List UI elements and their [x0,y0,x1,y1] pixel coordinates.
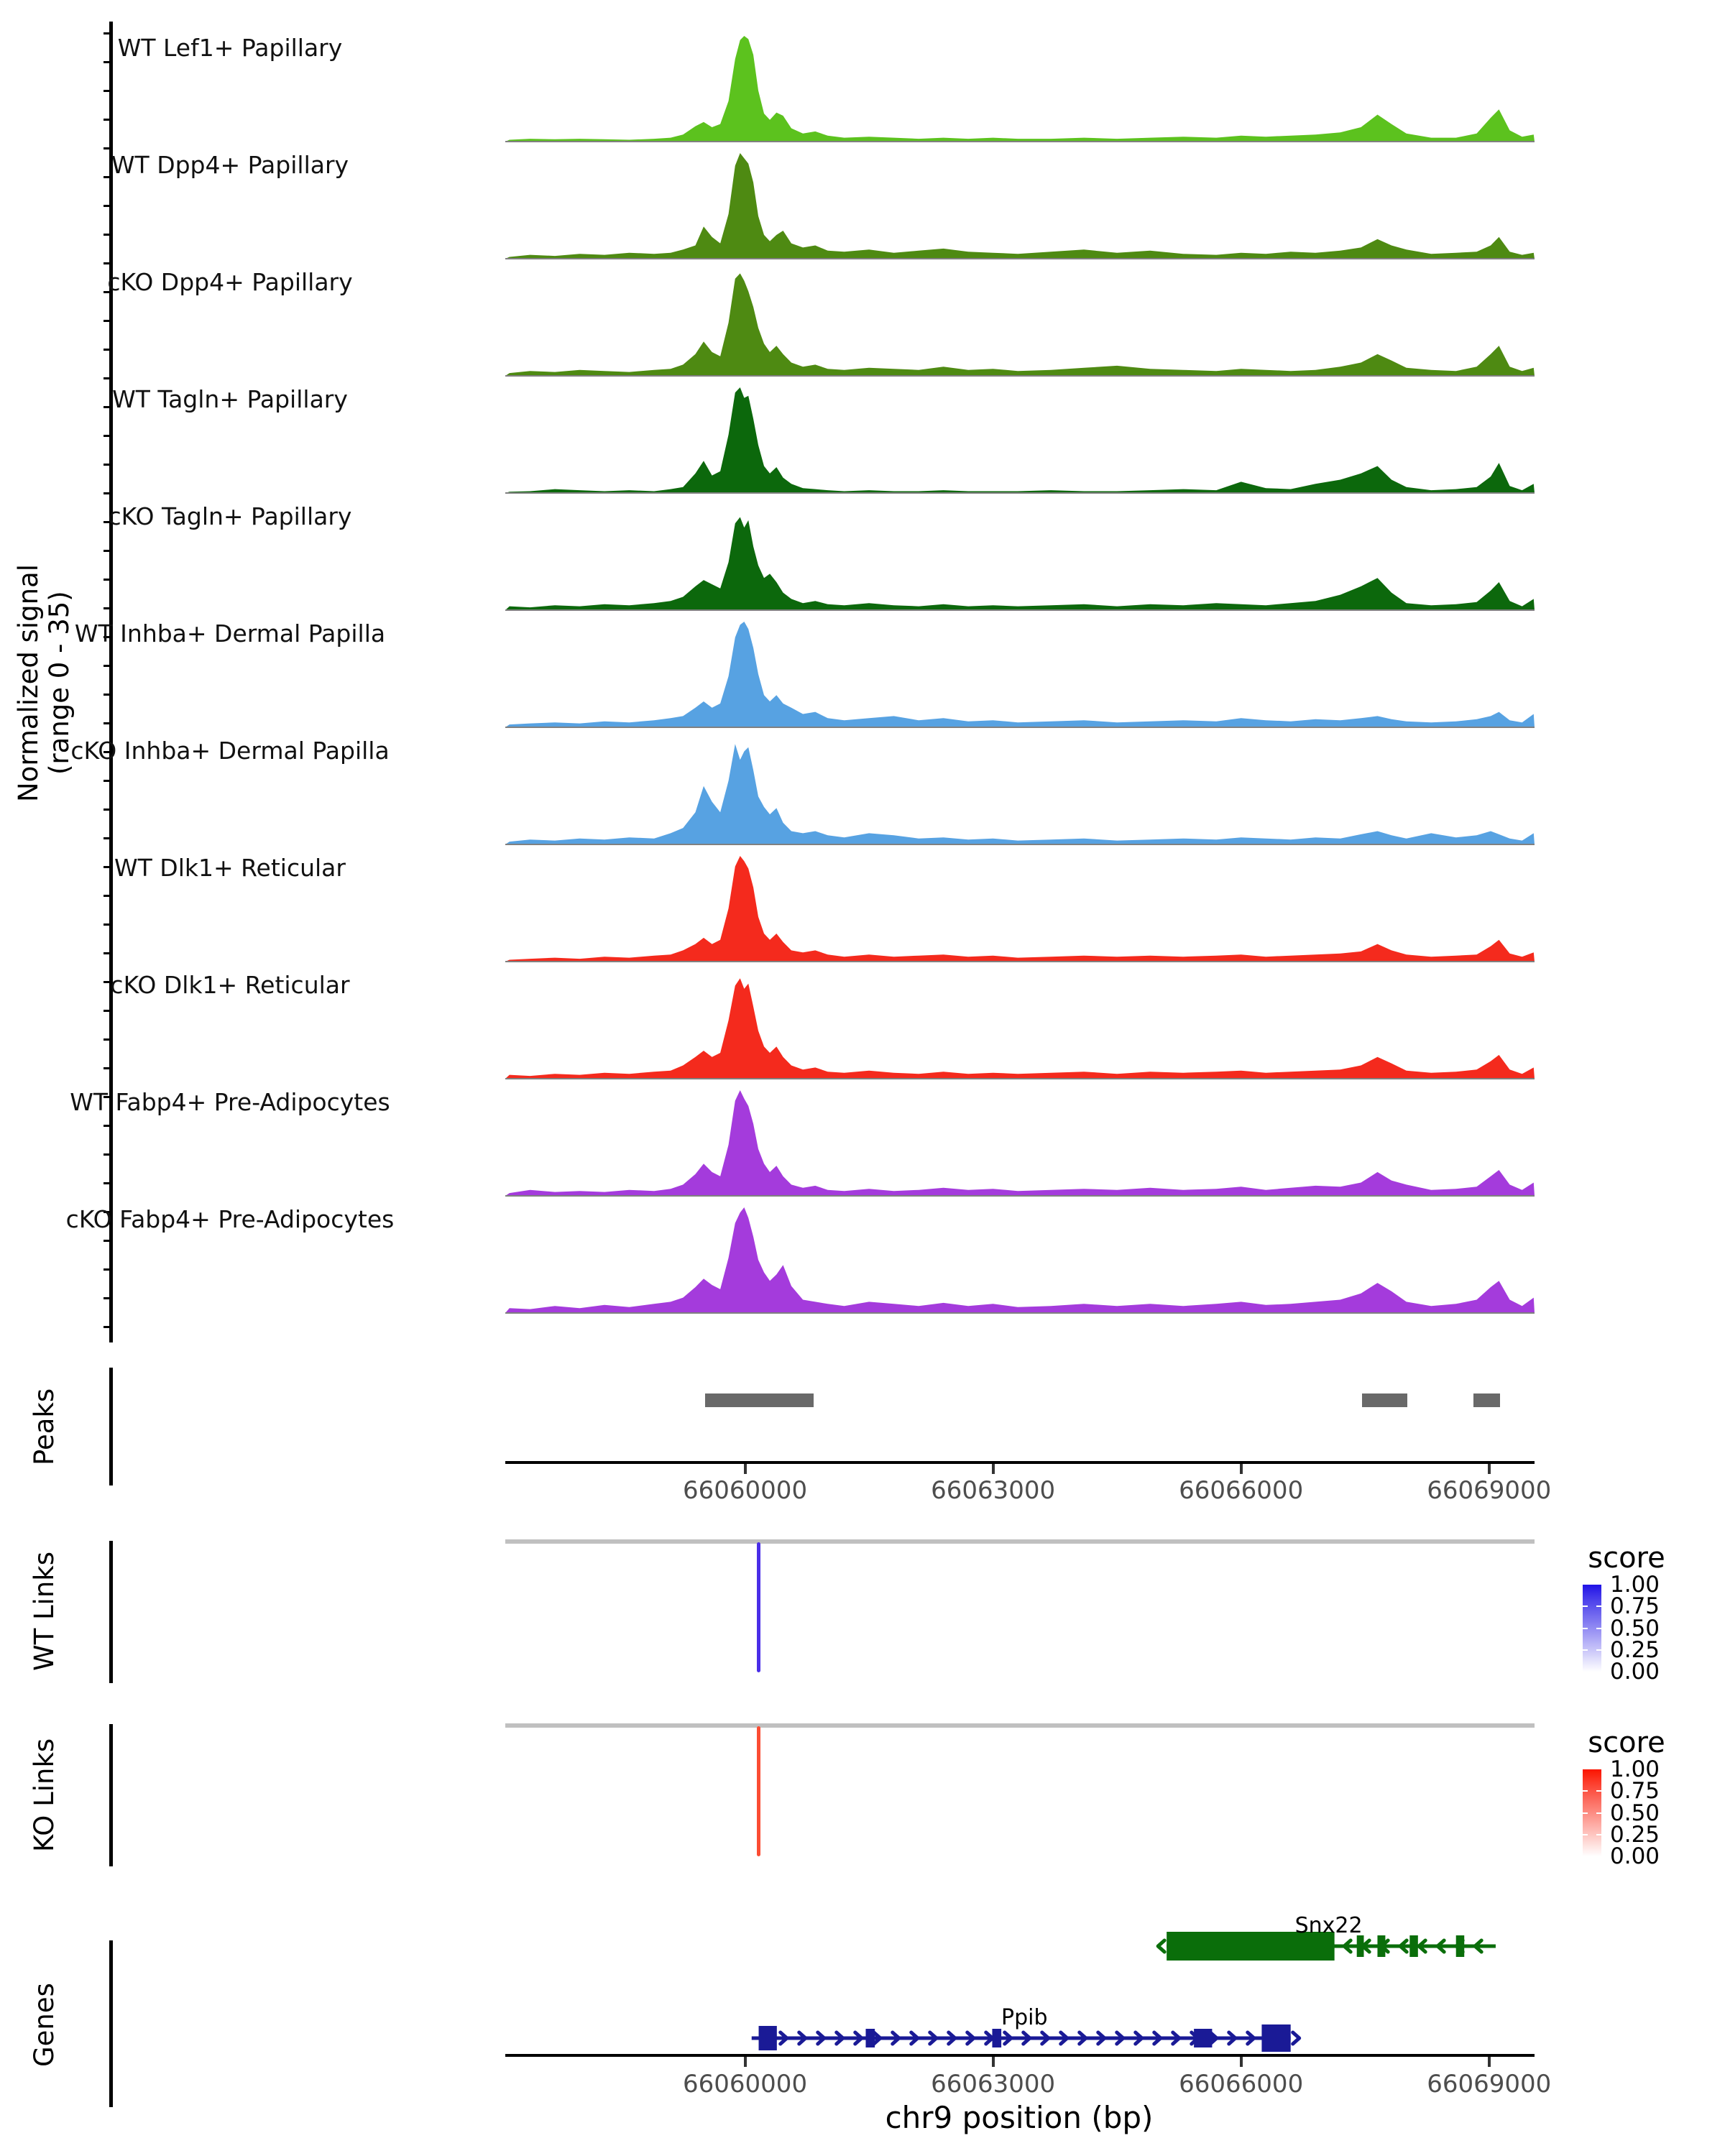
signal-area [505,273,1535,376]
gene-exon-box [1456,1935,1465,1957]
signal-track-row [70,1088,1534,1197]
track-signal-plot [505,34,1535,143]
y-axis-tick [104,550,110,552]
legend-value-label: 0.50 [1610,1615,1660,1641]
peaks-panel-title: Peaks [29,1388,60,1465]
genes-panel-title: Genes [29,1983,60,2067]
x-axis-top-line [505,1461,1535,1464]
gene-exon-box [1357,1935,1364,1957]
y-axis-tick [104,377,110,379]
wt-links-panel-title: WT Links [29,1552,60,1672]
track-signal-plot [505,385,1535,494]
track-label: cKO Dlk1+ Reticular [110,971,350,999]
y-axis-tick [104,1067,110,1069]
signal-track-row [112,385,1534,494]
y-axis-tick [104,895,110,897]
y-axis-tick [104,1038,110,1041]
y-axis-tick [104,119,110,121]
signal-area [505,856,1535,962]
track-signal-plot [505,1088,1535,1197]
legend-tick [1596,1606,1601,1607]
signal-track-row [117,34,1534,143]
y-axis-tick [104,147,110,149]
wt-link [757,1542,760,1672]
legend-tick [1583,1790,1588,1792]
gene-exon-box [1261,2024,1290,2052]
legend-value-label: 0.25 [1610,1636,1660,1663]
track-label: WT Dlk1+ Reticular [114,854,346,882]
legend-tick [1596,1649,1601,1651]
y-axis-tick [104,464,110,466]
legend-tick [1583,1812,1588,1814]
track-signal-plot [505,151,1535,260]
track-label: cKO Dpp4+ Papillary [107,268,353,296]
strand-arrow [1158,1940,1164,1952]
x-axis-tick-label: 66063000 [931,2070,1056,2099]
y-axis-tick [104,435,110,437]
legend-tick [1596,1790,1601,1792]
y-axis-tick [104,349,110,351]
legend-value-label: 0.50 [1610,1800,1660,1826]
legend-tick [1583,1834,1588,1835]
track-label: cKO Tagln+ Papillary [108,502,352,530]
legend-value-label: 1.00 [1610,1572,1660,1598]
ko-score-legend-title: score [1588,1726,1665,1759]
x-axis-tick-label: 66060000 [683,1476,808,1505]
legend-value-label: 1.00 [1610,1756,1660,1782]
signal-track-row [108,502,1534,612]
y-axis-tick [104,952,110,954]
track-label: WT Tagln+ Papillary [112,385,348,413]
wt-score-legend-gradient [1583,1585,1601,1672]
legend-tick [1596,1812,1601,1814]
ko-links-axis-bar [109,1724,113,1866]
legend-tick [1583,1628,1588,1629]
legend-value-label: 0.00 [1610,1843,1660,1869]
y-axis-tick [104,1326,110,1328]
signal-area [505,153,1535,259]
y-axis-tick [104,579,110,581]
gene-exon-box [992,2029,1001,2047]
y-axis-tick [104,780,110,782]
y-axis-tick [104,607,110,609]
x-axis-tick-label: 66060000 [683,2070,808,2099]
y-axis-title: Normalized signal (range 0 - 35) [13,563,75,802]
track-label: WT Lef1+ Papillary [117,34,343,62]
signal-track-row [107,268,1534,377]
peak-region [705,1393,814,1407]
x-axis-tick-label: 66069000 [1427,2070,1552,2099]
x-axis-tick-label: 66069000 [1427,1476,1552,1505]
y-axis-tick [104,808,110,811]
signal-track-row [111,151,1534,260]
y-axis-tick [104,1240,110,1242]
signal-area [505,744,1535,844]
signal-area [505,1090,1535,1196]
gene-exon-box [1377,1935,1385,1957]
signal-area [505,978,1535,1079]
x-axis-tick-label: 66063000 [931,1476,1056,1505]
x-axis-tick-label: 66066000 [1179,1476,1304,1505]
y-axis-tick [104,262,110,264]
legend-tick [1596,1628,1601,1629]
strand-arrow [1293,2032,1300,2044]
y-axis-tick [104,1010,110,1012]
y-axis-tick [104,90,110,92]
track-label: WT Inhba+ Dermal Papilla [74,619,386,648]
track-label: WT Fabp4+ Pre-Adipocytes [70,1088,390,1116]
x-axis-tick [1240,2057,1243,2067]
x-axis-tick [1488,1464,1491,1474]
ko-score-legend-gradient [1583,1769,1601,1856]
y-axis-tick [104,234,110,236]
legend-tick [1596,1834,1601,1835]
y-axis-tick [104,1268,110,1271]
x-axis-tick [992,2057,995,2067]
legend-value-label: 0.75 [1610,1593,1660,1620]
track-signal-plot [505,854,1535,963]
signal-track-row [114,854,1534,963]
wt-links-axis-bar [109,1541,113,1683]
signal-area [505,36,1535,142]
x-axis-tick [744,1464,747,1474]
gene-name-label: Ppib [1001,2005,1048,2030]
peak-region [1473,1393,1499,1407]
x-axis-tick-label: 66066000 [1179,2070,1304,2099]
legend-value-label: 0.75 [1610,1778,1660,1805]
gene-exon-box [1194,2029,1212,2047]
ko-link [757,1726,760,1856]
x-axis-tick [744,2057,747,2067]
gene-exon-box [865,2029,875,2047]
track-signal-plot [505,268,1535,377]
track-label: cKO Fabp4+ Pre-Adipocytes [65,1205,395,1233]
ko-links-baseline [505,1723,1535,1728]
wt-links-baseline [505,1539,1535,1544]
legend-value-label: 0.25 [1610,1821,1660,1848]
legend-value-label: 0.00 [1610,1659,1660,1685]
signal-track-row [74,619,1534,729]
legend-tick [1583,1649,1588,1651]
gene-exon-box [1409,1935,1418,1957]
y-axis-tick [104,320,110,322]
x-axis-tick [1488,2057,1491,2067]
x-axis-bottom-line [505,2054,1535,2057]
track-label: cKO Inhba+ Dermal Papilla [70,737,390,765]
y-axis-tick [104,923,110,926]
y-axis-tick [104,1182,110,1184]
track-signal-plot [505,502,1535,612]
track-signal-plot [505,619,1535,729]
peak-region [1362,1393,1407,1407]
signal-area [505,1207,1535,1313]
signal-axis-bar [109,22,113,1342]
y-axis-tick [104,722,110,724]
y-axis-tick [104,694,110,696]
gene-name-label: Snx22 [1294,1913,1363,1938]
y-axis-tick [104,665,110,667]
signal-area [505,622,1535,727]
signal-area [505,387,1535,493]
y-axis-tick [104,1125,110,1127]
track-signal-plot [505,971,1535,1080]
y-axis-tick [104,1153,110,1156]
y-axis-tick [104,1297,110,1299]
signal-track-row [110,971,1534,1080]
track-signal-plot [505,737,1535,846]
x-axis-tick [992,1464,995,1474]
y-axis-tick [104,492,110,494]
wt-score-legend-title: score [1588,1542,1665,1575]
x-axis-title: chr9 position (bp) [885,2100,1154,2135]
genes-axis-bar [109,1940,113,2107]
ko-links-panel-title: KO Links [29,1738,60,1852]
signal-track-row [70,737,1534,846]
signal-track-row [65,1205,1534,1314]
peaks-axis-bar [109,1368,113,1485]
legend-tick [1583,1606,1588,1607]
track-signal-plot [505,1205,1535,1314]
x-axis-tick [1240,1464,1243,1474]
track-label: WT Dpp4+ Papillary [111,151,349,179]
signal-area [505,517,1535,611]
gene-exon-box [759,2026,777,2050]
y-axis-tick [104,205,110,207]
y-axis-tick [104,837,110,839]
